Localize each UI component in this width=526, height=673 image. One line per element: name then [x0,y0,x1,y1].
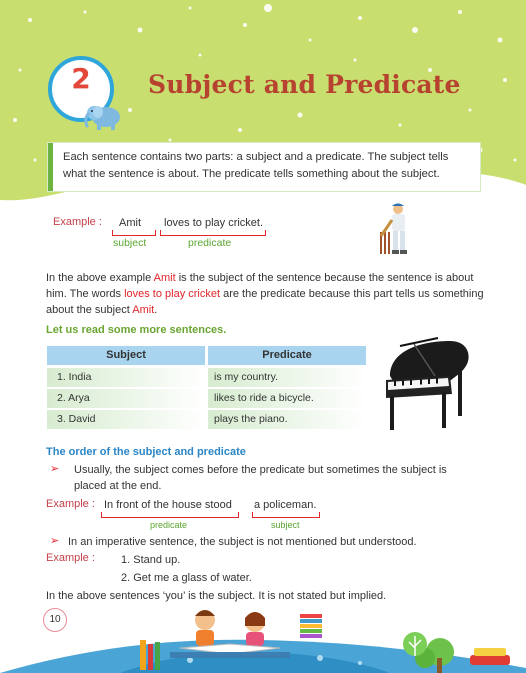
bullet-2: In an imperative sentence, the subject is not mentioned but understood. [68,536,417,548]
predicate-underline [160,230,266,236]
elephant-icon [84,100,124,132]
predicate-underline [101,512,239,518]
example-subject: Amit [119,217,141,229]
order-heading: The order of the subject and predicate [46,446,246,458]
bullet-1-line-1: Usually, the subject comes before the predicate but sometimes the subject is [74,464,447,476]
subject-underline [252,512,320,518]
piano-icon [380,336,476,436]
subject-underline [112,230,156,236]
table-header-subject: Subject [47,346,205,365]
predicate-label: predicate [150,520,188,530]
more-sentences-heading: Let us read some more sentences. [46,324,227,336]
example-label: Example : [46,498,95,510]
bullet-1-line-2: placed at the end. [74,480,162,492]
subject-label: subject [271,520,300,530]
example-item: 2. Get me a glass of water. [121,572,252,584]
table-row-subject: 3. David [47,410,205,429]
bullet-arrow-icon: ➢ [50,535,60,547]
table-header-predicate: Predicate [208,346,366,365]
example-item: 1. Stand up. [121,554,181,566]
example-label: Example : [46,552,95,564]
cricket-player-icon [372,202,412,258]
chapter-number: 2 [71,62,91,95]
example-predicate: In front of the house stood [104,499,232,511]
example-predicate: loves to play cricket. [164,217,264,229]
bullet-arrow-icon: ➢ [50,463,60,475]
table-row-predicate: is my country. [208,368,366,387]
table-row-subject: 2. Arya [47,389,205,408]
page-number: 10 [43,608,67,632]
page-title: Subject and Predicate [148,70,461,99]
predicate-label: predicate [188,237,232,249]
table-row-predicate: likes to ride a bicycle. [208,389,366,408]
example-subject: a policeman. [254,499,317,511]
example-label: Example : [53,216,102,228]
tree-icon [400,630,430,660]
explanation-line-2: him. The words loves to play cricket are the predicate because this part tells us something [46,288,484,300]
table-row-predicate: plays the piano. [208,410,366,429]
explanation-line-3: about the subject Amit. [46,304,158,316]
subject-label: subject [113,237,147,249]
closing-text: In the above sentences ‘you’ is the subject. It is not stated but implied. [46,590,387,602]
children-reading-icon [0,600,526,673]
table-row-subject: 1. India [47,368,205,387]
explanation-line-1: In the above example Amit is the subject of the sentence because the sentence is about [46,272,474,284]
intro-box: Each sentence contains two parts: a subject and a predicate. The subject tells what the sentence is about. The predicate tells something about the subject. [48,143,480,191]
